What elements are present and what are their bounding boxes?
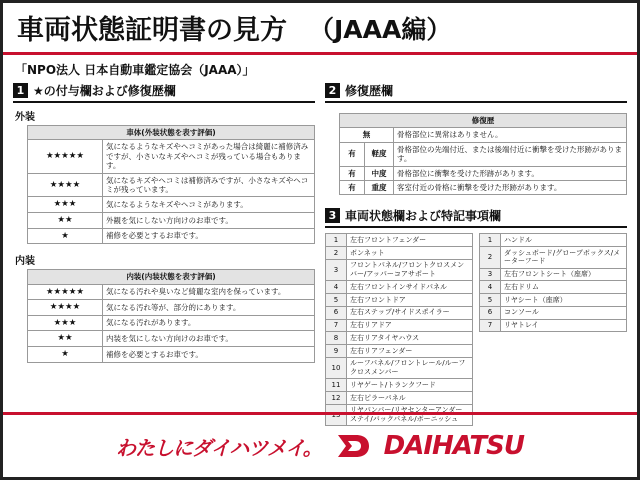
interior-parts-list — [479, 233, 627, 426]
table-row — [28, 347, 315, 363]
part-name: ハンドル — [501, 234, 627, 247]
part-number: 3 — [326, 259, 347, 281]
rating-stars: ★ — [28, 347, 103, 363]
part-name: 左右ステップ/サイドスポイラー — [347, 306, 473, 319]
table-row — [28, 173, 315, 197]
part-name: 左右リアフェンダー — [347, 345, 473, 358]
section-2-title: 修復歴欄 — [345, 84, 394, 98]
page-title: 車両状態証明書の見方 — [17, 15, 287, 46]
association-name: 「NPO法人 日本自動車鑑定協会（JAAA）」 — [15, 63, 255, 77]
repair-mark: 無 — [340, 128, 394, 142]
rating-desc: 気になるキズやヘコミは補修済みですが、小さなキズやヘコミが残っています。 — [103, 173, 315, 197]
table-row — [480, 319, 627, 332]
part-number: 7 — [326, 319, 347, 332]
part-name: 左右ドリム — [501, 281, 627, 294]
part-number: 2 — [326, 247, 347, 260]
part-name: リヤトレイ — [501, 319, 627, 332]
table-row — [28, 228, 315, 244]
exterior-table-header: 車体(外装状態を表す評価) — [28, 126, 315, 140]
table-row — [480, 281, 627, 294]
part-number: 11 — [326, 379, 347, 392]
repair-table-header: 修復歴 — [340, 114, 627, 128]
table-row — [480, 306, 627, 319]
repair-level: 中度 — [365, 166, 394, 180]
rating-desc: 補修を必要とするお車です。 — [103, 228, 315, 244]
table-row — [28, 212, 315, 228]
part-number: 6 — [480, 306, 501, 319]
rating-stars: ★ — [28, 228, 103, 244]
rating-desc: 内装を気にしない方向けのお車です。 — [103, 331, 315, 347]
repair-level: 重度 — [365, 180, 394, 194]
part-number: 13 — [326, 404, 347, 426]
interior-table-header: 内装(内装状態を表す評価) — [28, 270, 315, 284]
rating-stars: ★★★★ — [28, 173, 103, 197]
table-row — [28, 300, 315, 316]
table-row — [326, 345, 473, 358]
right-column — [325, 82, 627, 426]
interior-parts-table — [479, 233, 627, 332]
exterior-table — [27, 125, 315, 244]
table-row — [326, 234, 473, 247]
table-row — [326, 259, 473, 281]
part-name: 左右フロントインサイドパネル — [347, 281, 473, 294]
rating-stars: ★★★★ — [28, 300, 103, 316]
rating-desc: 気になる汚れ等が、部分的にあります。 — [103, 300, 315, 316]
part-number: 12 — [326, 392, 347, 405]
section-1-number: 1 — [13, 83, 28, 98]
repair-desc: 骨格部位に異常はありません。 — [394, 128, 627, 142]
rating-stars: ★★ — [28, 331, 103, 347]
table-row — [340, 128, 627, 142]
part-name: リヤシート（座席） — [501, 294, 627, 307]
section-2-header — [325, 82, 627, 103]
brand-name: DAIHATSU — [383, 431, 524, 461]
rating-desc: 気になる汚れがあります。 — [103, 315, 315, 331]
section-3-number: 3 — [325, 208, 340, 223]
section-1-title: ★の付与欄および修復歴欄 — [33, 84, 176, 98]
brand-slogan: わたしにダイハツメイ。 — [116, 435, 322, 460]
section-1-header — [13, 82, 315, 103]
part-name: リヤゲート/トランクフード — [347, 379, 473, 392]
page-subtitle: （JAAA編） — [309, 14, 452, 44]
part-name: 左右リアドア — [347, 319, 473, 332]
rating-desc: 気になるようなキズやヘコミがあります。 — [103, 197, 315, 213]
table-row — [28, 284, 315, 300]
part-number: 5 — [326, 294, 347, 307]
rating-stars: ★★ — [28, 212, 103, 228]
exterior-parts-list — [325, 233, 473, 426]
daihatsu-d-logo-icon — [336, 433, 370, 459]
section-3-title: 車両状態欄および特記事項欄 — [345, 209, 502, 224]
part-name: ダッシュボード/グローブボックス/メーターフード — [501, 247, 627, 269]
table-row — [326, 319, 473, 332]
section-3-header — [325, 207, 627, 228]
repair-desc: 骨格部位に衝撃を受けた形跡があります。 — [394, 166, 627, 180]
interior-table-wrap — [13, 269, 315, 363]
table-row — [326, 247, 473, 260]
exterior-label: 外装 — [15, 112, 35, 123]
table-row — [326, 357, 473, 379]
part-name: 左右リアタイヤハウス — [347, 332, 473, 345]
rating-stars: ★★★★★ — [28, 284, 103, 300]
rating-desc: 外観を気にしない方向けのお車です。 — [103, 212, 315, 228]
table-row — [480, 294, 627, 307]
repair-history-table — [339, 113, 627, 195]
exterior-parts-table — [325, 233, 473, 426]
left-column — [13, 82, 315, 426]
repair-mark: 有 — [340, 180, 365, 194]
part-number: 9 — [326, 345, 347, 358]
table-row — [28, 140, 315, 173]
table-row — [340, 180, 627, 194]
interior-label: 内装 — [15, 256, 35, 268]
part-number: 1 — [326, 234, 347, 247]
part-name: 左右ピラーパネル — [347, 392, 473, 405]
repair-mark: 有 — [340, 142, 365, 166]
rating-stars: ★★★★★ — [28, 140, 103, 173]
exterior-table-wrap — [13, 125, 315, 244]
table-row — [340, 142, 627, 166]
document-header — [3, 3, 637, 55]
repair-mark: 有 — [340, 166, 365, 180]
table-row — [326, 379, 473, 392]
part-name: リヤパンパー/リヤセンターアンダーステイ/バックパネル/ボーニッシュ — [347, 404, 473, 426]
part-name: 左右フロントドア — [347, 294, 473, 307]
part-name: ルーフパネル/フロントレール/ルーフクロスメンバー — [347, 357, 473, 379]
document-footer — [3, 412, 637, 477]
part-number: 10 — [326, 357, 347, 379]
table-row — [480, 247, 627, 269]
parts-lists — [325, 233, 627, 426]
rating-desc: 補修を必要とするお車です。 — [103, 347, 315, 363]
table-row — [340, 166, 627, 180]
table-row — [326, 332, 473, 345]
part-name: フロントパネル/フロントクロスメンバー/アッパーコアサポート — [347, 259, 473, 281]
part-name: 左右フロントフェンダー — [347, 234, 473, 247]
table-row — [340, 114, 627, 128]
part-name: コンソール — [501, 306, 627, 319]
table-row — [28, 126, 315, 140]
part-number: 6 — [326, 306, 347, 319]
part-number: 3 — [480, 268, 501, 281]
repair-desc: 骨格部位の先端付近、または後端付近に衝撃を受けた形跡があります。 — [394, 142, 627, 166]
part-name: ボンネット — [347, 247, 473, 260]
part-number: 1 — [480, 234, 501, 247]
table-row — [480, 234, 627, 247]
table-row — [326, 392, 473, 405]
table-row — [28, 270, 315, 284]
repair-desc: 客室付近の骨格に衝撃を受けた形跡があります。 — [394, 180, 627, 194]
interior-table — [27, 269, 315, 363]
part-number: 4 — [326, 281, 347, 294]
part-number: 2 — [480, 247, 501, 269]
rating-stars: ★★★ — [28, 315, 103, 331]
rating-desc: 気になるようなキズやヘコミがあった場合は綺麗に補修済みですが、小さいなキズやヘコミが残っている場合もあります。 — [103, 140, 315, 173]
table-row — [326, 306, 473, 319]
part-number: 7 — [480, 319, 501, 332]
table-row — [28, 197, 315, 213]
part-name: 左右フロントシート（座席） — [501, 268, 627, 281]
table-row — [28, 315, 315, 331]
table-row — [480, 268, 627, 281]
document-body — [3, 82, 637, 426]
table-row — [28, 331, 315, 347]
rating-desc: 気になる汚れや臭いなど綺麗な室内を保っています。 — [103, 284, 315, 300]
repair-table-wrap — [325, 113, 627, 195]
part-number: 8 — [326, 332, 347, 345]
part-number: 5 — [480, 294, 501, 307]
table-row — [326, 281, 473, 294]
rating-stars: ★★★ — [28, 197, 103, 213]
repair-level: 軽度 — [365, 142, 394, 166]
table-row — [326, 294, 473, 307]
part-number: 4 — [480, 281, 501, 294]
section-2-number: 2 — [325, 83, 340, 98]
